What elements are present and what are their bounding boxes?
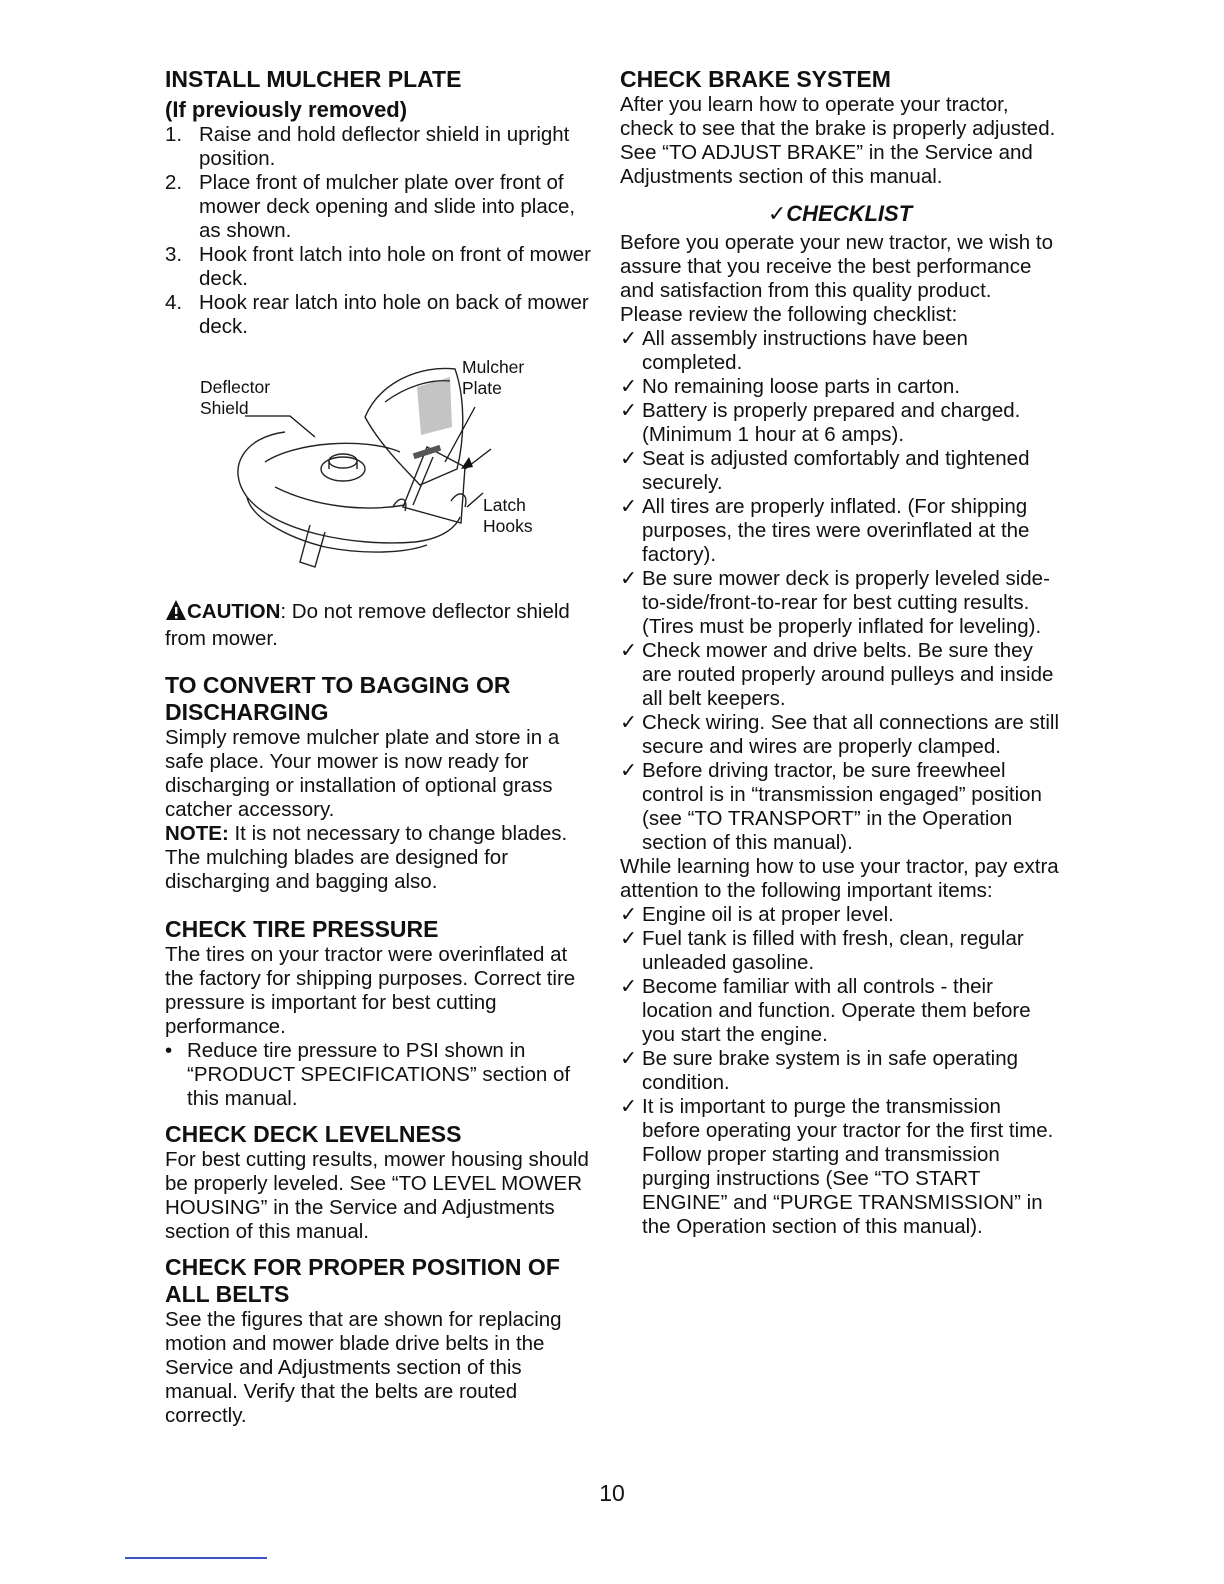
list-item: ✓ Be sure brake system is in safe operating condition.: [620, 1047, 1019, 1094]
latch-hooks-label: Latch Hooks: [483, 495, 533, 536]
list-item: ✓ Seat is adjusted comfortably and tightened securely.: [620, 447, 1030, 494]
list-item: ✓ Before driving tractor, be sure freewheel control is in “transmission engaged” position (see “TO TRANSPORT” in the Operation section of this manual).: [620, 759, 1042, 854]
tire-heading: CHECK TIRE PRESSURE: [165, 915, 439, 942]
list-item: ✓ Fuel tank is filled with fresh, clean, regular unleaded gasoline.: [620, 927, 1024, 974]
list-item: ✓ Engine oil is at proper level.: [620, 903, 894, 926]
mulcher-subheading: (If previously removed): [165, 97, 408, 122]
list-item: ✓ All assembly instructions have been completed.: [620, 327, 968, 374]
check-icon: ✓: [620, 903, 638, 926]
check-icon: ✓: [620, 1095, 638, 1118]
check-icon: ✓: [620, 447, 638, 470]
list-item: ✓ Check mower and drive belts. Be sure they are routed properly around pulleys and inside all belt keepers.: [620, 639, 1054, 710]
list-item: ✓ Battery is properly prepared and charged. (Minimum 1 hour at 6 amps).: [620, 399, 1021, 446]
note-paragraph: NOTE: It is not necessary to change blades. The mulching blades are designed for discharging and bagging also.: [165, 821, 568, 893]
check-icon: ✓: [767, 201, 787, 226]
list-item: ✓ Become familiar with all controls - their location and function. Operate them before you start the engine.: [620, 975, 1031, 1046]
page-number: 10: [599, 1480, 625, 1506]
list-item: ✓ It is important to purge the transmission before operating your tractor for the first time. Follow proper starting and transmission purging instructions (See “TO START ENGINE” and “PURGE TRANSMISSION” in the Operation section of this manual).: [620, 1095, 1054, 1238]
list-item: 2. Place front of mulcher plate over front of mower deck opening and slide into place, as shown.: [165, 171, 576, 242]
list-item: 4. Hook rear latch into hole on back of mower deck.: [165, 291, 589, 338]
warning-triangle-icon: [165, 599, 187, 627]
brake-text: After you learn how to operate your tractor, check to see that the brake is properly adjusted. See “TO ADJUST BRAKE” in the Service and Adjustments section of this manual.: [620, 93, 1056, 188]
check-icon: ✓: [620, 711, 638, 734]
list-item: ✓ Be sure mower deck is properly leveled side-to-side/front-to-rear for best cutting results. (Tires must be properly inflated for leveling).: [620, 567, 1050, 638]
belts-text: See the figures that are shown for replacing motion and mower blade drive belts in the Service and Adjustments section of this manual. Verify that the belts are routed correctly.: [165, 1307, 562, 1427]
convert-heading: TO CONVERT TO BAGGING OR DISCHARGING: [165, 671, 511, 725]
check-icon: ✓: [620, 399, 638, 422]
list-item: ✓ No remaining loose parts in carton.: [620, 375, 960, 398]
check-icon: ✓: [620, 1047, 638, 1070]
footer-rule: [125, 1557, 267, 1559]
check-icon: ✓: [620, 495, 638, 518]
list-item: ✓ All tires are properly inflated. (For shipping purposes, the tires were overinflated at the factory).: [620, 495, 1030, 566]
tire-bullets: [165, 1039, 597, 1111]
deck-heading: CHECK DECK LEVELNESS: [165, 1120, 462, 1147]
brake-heading: CHECK BRAKE SYSTEM: [620, 66, 891, 92]
mulcher-plate-label: Mulcher Plate: [462, 357, 525, 398]
left-column: [165, 66, 597, 1428]
list-item: • Reduce tire pressure to PSI shown in “PRODUCT SPECIFICATIONS” section of this manual.: [165, 1038, 571, 1110]
deck-text: For best cutting results, mower housing should be properly leveled. See “TO LEVEL MOWER HOUSING” in the Service and Adjustments section of this manual.: [165, 1147, 589, 1243]
checklist-intro: Before you operate your new tractor, we wish to assure that you receive the best performance and satisfaction from this quality product.: [620, 231, 1054, 302]
learning-text: While learning how to use your tractor, pay extra attention to the following important items:: [620, 855, 1059, 902]
right-column: [620, 66, 1060, 1239]
checklist-title: ✓CHECKLIST: [767, 201, 913, 226]
tire-text: The tires on your tractor were overinflated at the factory for shipping purposes. Correct tire pressure is important for best cutting performance.: [165, 942, 576, 1038]
list-item: 1. Raise and hold deflector shield in upright position.: [165, 123, 570, 170]
check-icon: ✓: [620, 975, 638, 998]
check-icon: ✓: [620, 927, 638, 950]
check-icon: ✓: [620, 639, 638, 662]
checklist-review: Please review the following checklist:: [620, 303, 958, 326]
mulcher-heading: INSTALL MULCHER PLATE: [165, 66, 462, 92]
caution-note: CAUTION: Do not remove deflector shield from mower.: [165, 600, 570, 650]
deflector-label: Deflector Shield: [200, 377, 271, 418]
check-icon: ✓: [620, 327, 638, 350]
list-item: 3. Hook front latch into hole on front of mower deck.: [165, 243, 591, 290]
check-icon: ✓: [620, 759, 638, 782]
list-item: ✓ Check wiring. See that all connections are still secure and wires are properly clamped.: [620, 711, 1060, 758]
belts-heading: CHECK FOR PROPER POSITION OF ALL BELTS: [165, 1253, 560, 1307]
check-icon: ✓: [620, 375, 638, 398]
convert-text: Simply remove mulcher plate and store in a safe place. Your mower is now ready for discharging or installation of optional grass catcher accessory.: [165, 725, 560, 821]
mulcher-plate-figure: [165, 357, 597, 585]
check-icon: ✓: [620, 567, 638, 590]
checklist-items: [620, 327, 1060, 855]
mulcher-steps: [165, 123, 597, 339]
learning-items: [620, 903, 1060, 1239]
